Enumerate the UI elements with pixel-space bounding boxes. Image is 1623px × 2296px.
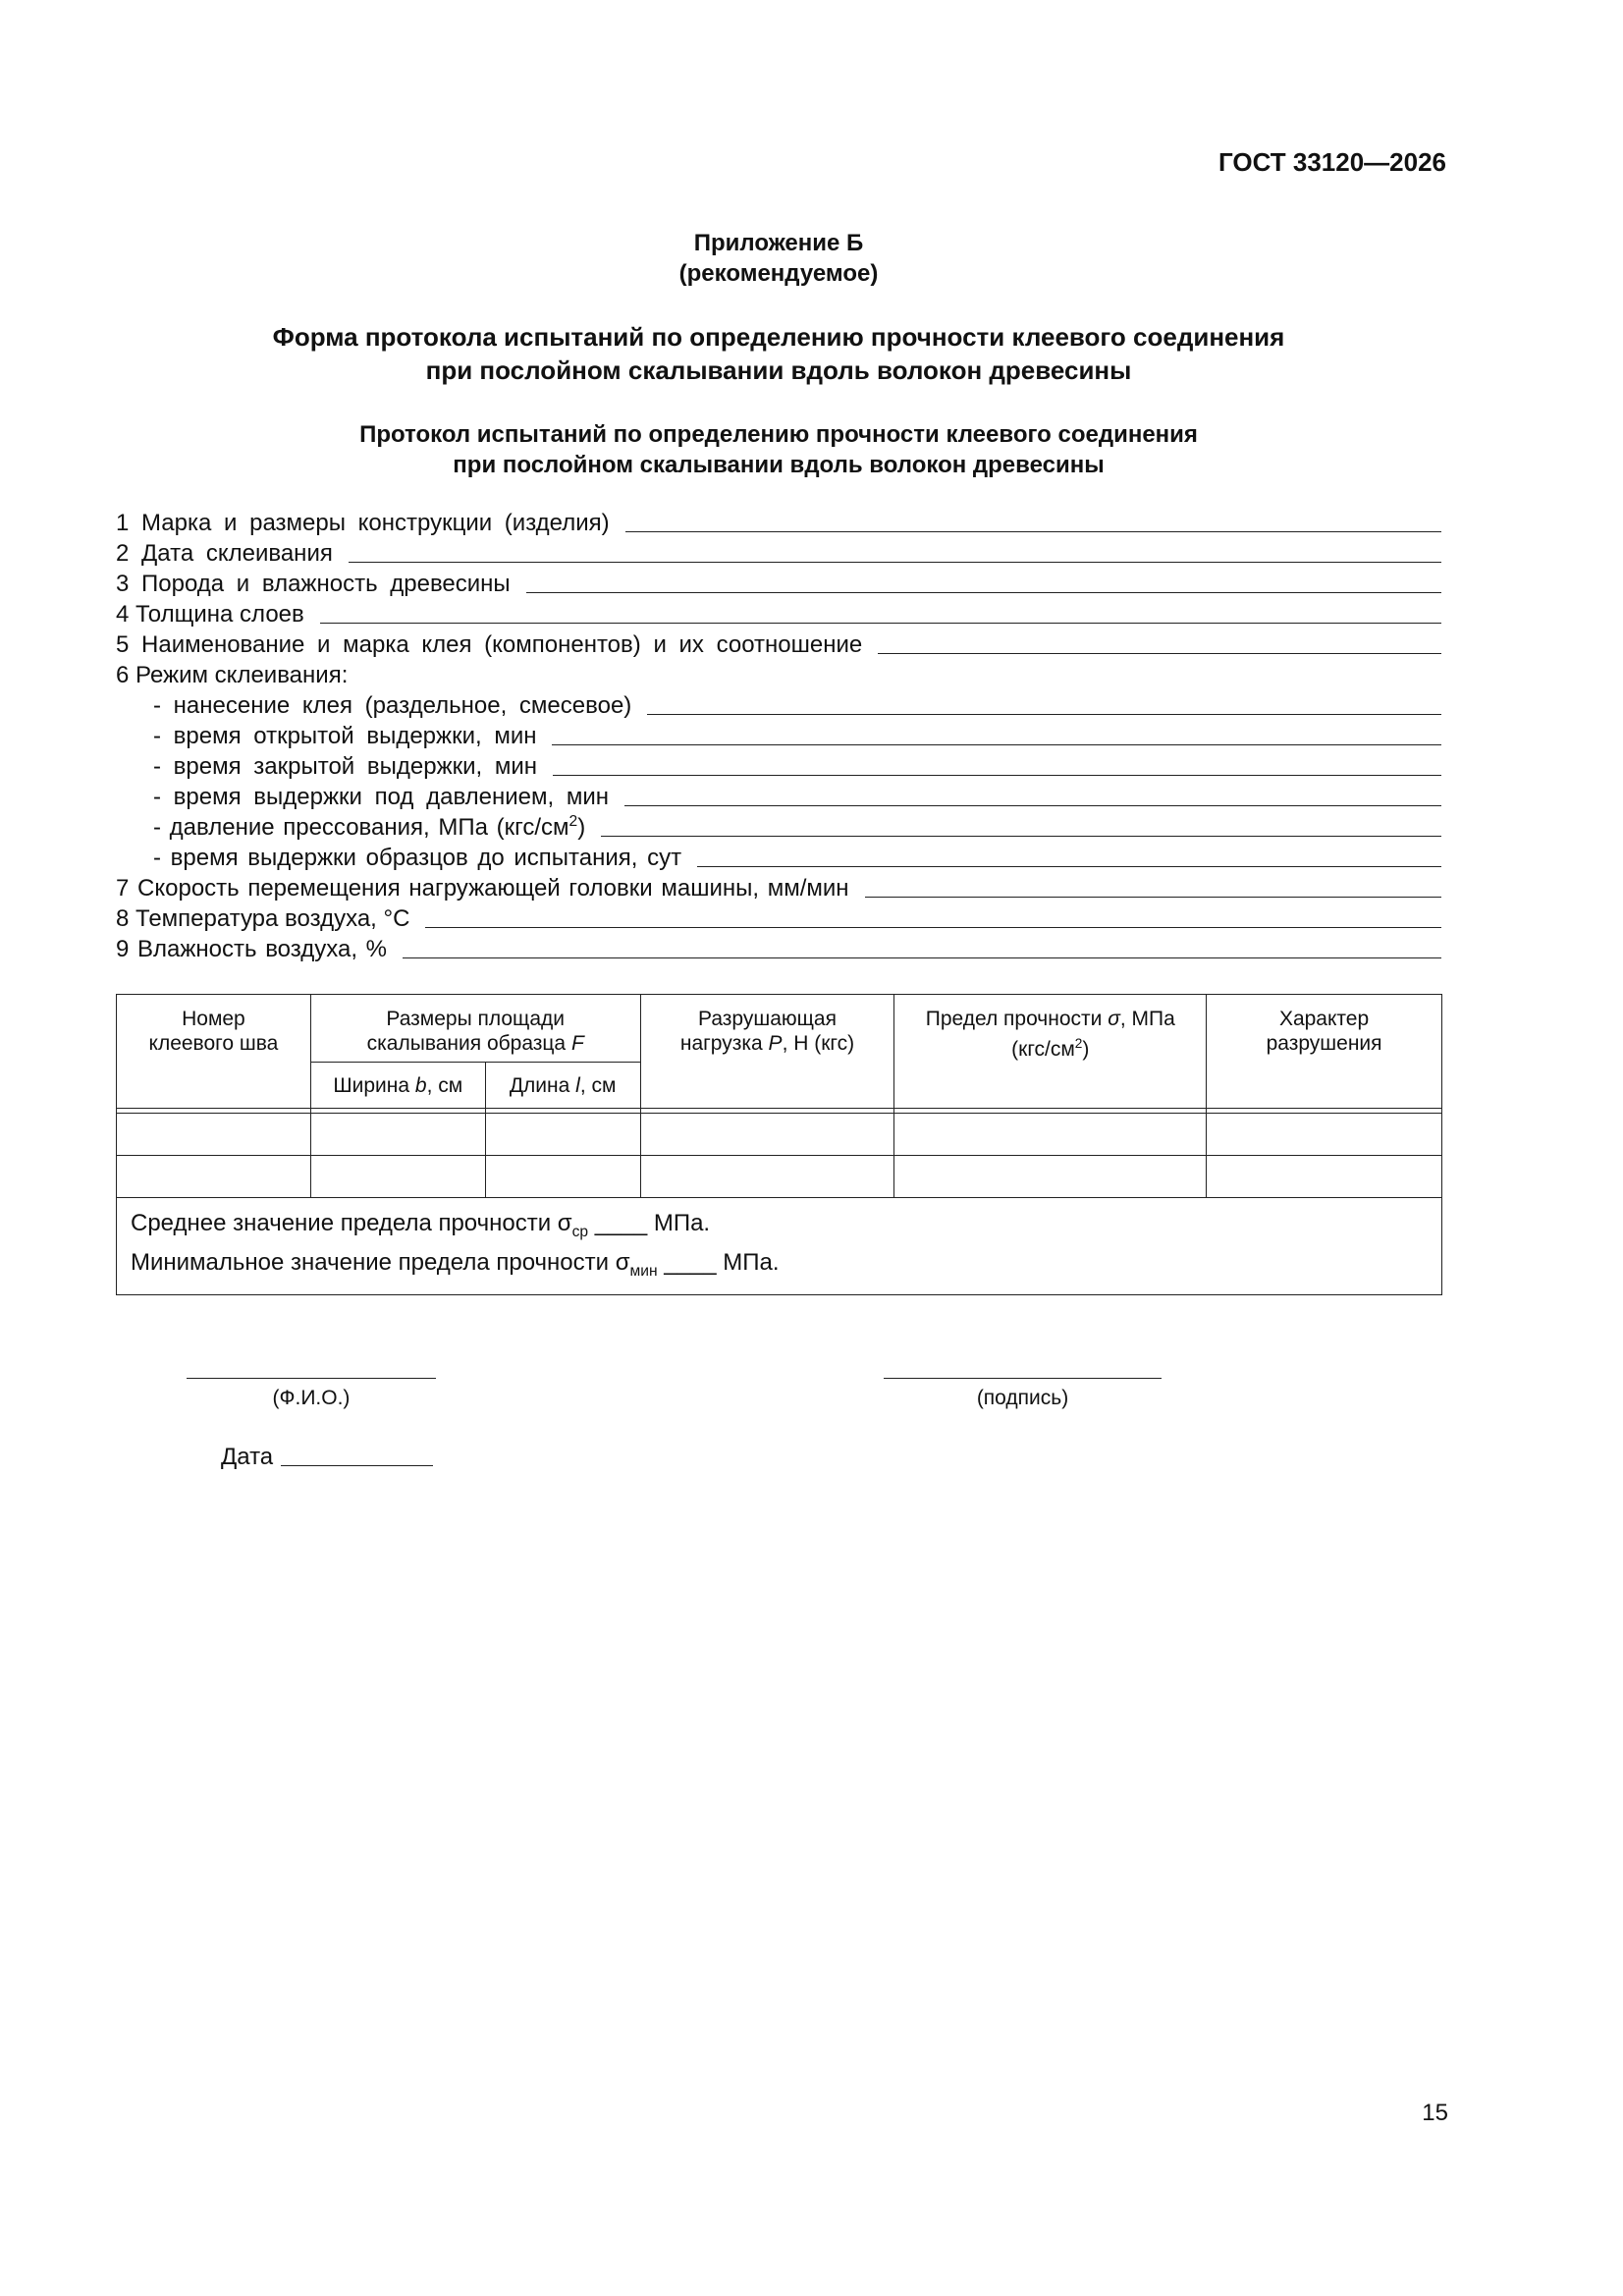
table-cell[interactable]	[1207, 1156, 1442, 1198]
field-5	[116, 629, 1441, 659]
fill-line[interactable]	[349, 562, 1441, 563]
table-row	[117, 1114, 1442, 1156]
field-6e	[116, 811, 1441, 842]
header-text-part: нагрузка	[679, 1032, 769, 1055]
summary-cell	[117, 1198, 1442, 1295]
variable-symbol: P	[768, 1032, 783, 1055]
header-text: Номер	[182, 1008, 245, 1030]
name-caption: (Ф.И.О.)	[272, 1387, 351, 1409]
field-label: - время открытой выдержки, мин	[153, 723, 537, 749]
field-label: 2 Дата склеивания	[116, 540, 333, 567]
field-label	[153, 813, 601, 842]
header-text	[900, 1031, 1200, 1062]
signature-name-block	[187, 1378, 436, 1410]
header-text-part: Длина	[509, 1073, 576, 1097]
date-label: Дата	[221, 1444, 274, 1470]
summary-text: ____ МПа.	[657, 1248, 780, 1276]
protocol-title-line1: Протокол испытаний по определению прочности клеевого соединения	[359, 421, 1198, 448]
table-cell[interactable]	[310, 1114, 485, 1156]
table-cell[interactable]	[640, 1114, 894, 1156]
fill-line[interactable]	[320, 623, 1441, 624]
appendix-heading	[116, 228, 1441, 289]
field-label: 1 Марка и размеры конструкции (изделия)	[116, 510, 610, 536]
variable-symbol: σ	[1108, 1008, 1120, 1030]
variable-symbol: F	[570, 1032, 584, 1055]
form-title	[116, 320, 1441, 387]
appendix-status: (рекомендуемое)	[678, 260, 879, 287]
protocol-fields	[116, 507, 1441, 963]
header-strength-limit	[894, 995, 1207, 1109]
field-label: - время выдержки под давлением, мин	[153, 784, 609, 810]
fill-line[interactable]	[553, 775, 1441, 776]
date-field	[221, 1444, 433, 1471]
form-title-line1: Форма протокола испытаний по определению прочности клеевого соединения	[272, 322, 1285, 352]
field-8	[116, 902, 1441, 933]
variable-symbol: b	[414, 1073, 427, 1097]
table-cell[interactable]	[485, 1114, 640, 1156]
fill-line[interactable]	[526, 592, 1441, 593]
sign-caption: (подпись)	[976, 1387, 1069, 1409]
sign-fill-line[interactable]	[884, 1378, 1162, 1379]
date-fill-line[interactable]	[281, 1465, 433, 1466]
table-header-row	[117, 995, 1442, 1063]
field-6f	[116, 842, 1441, 872]
signature-sign-block	[884, 1378, 1162, 1410]
field-9	[116, 933, 1441, 963]
table-cell[interactable]	[894, 1156, 1207, 1198]
header-text-part: , см	[579, 1073, 617, 1097]
fill-line[interactable]	[878, 653, 1441, 654]
header-failure-type	[1207, 995, 1442, 1109]
table-cell[interactable]	[117, 1156, 311, 1198]
fill-line[interactable]	[647, 714, 1441, 715]
header-text-part: скалывания образца	[366, 1032, 571, 1055]
summary-subscript: мин	[629, 1262, 658, 1280]
header-text: Характер	[1278, 1008, 1370, 1030]
table-cell[interactable]	[640, 1156, 894, 1198]
field-label-text: - давление прессования, МПа (кгс/см	[153, 814, 569, 841]
field-label: 6 Режим склеивания:	[116, 662, 349, 688]
header-text-part: Предел прочности	[925, 1008, 1109, 1030]
summary-subscript: ср	[571, 1223, 589, 1240]
subheader-width	[310, 1063, 485, 1109]
fill-line[interactable]	[697, 866, 1441, 867]
field-3	[116, 568, 1441, 598]
fill-line[interactable]	[624, 805, 1441, 806]
protocol-title	[116, 419, 1441, 480]
table-cell[interactable]	[117, 1114, 311, 1156]
table-cell[interactable]	[894, 1114, 1207, 1156]
field-6	[116, 659, 1441, 689]
field-1	[116, 507, 1441, 537]
page-number: 15	[1422, 2100, 1448, 2126]
field-label: - время выдержки образцов до испытания, сут	[153, 845, 682, 871]
header-text: Размеры площади	[386, 1008, 565, 1030]
header-text: клеевого шва	[148, 1032, 279, 1055]
header-shear-area	[310, 995, 640, 1063]
header-breaking-load	[640, 995, 894, 1109]
header-text-part: , Н (кгс)	[782, 1032, 855, 1055]
table-cell[interactable]	[310, 1156, 485, 1198]
appendix-title: Приложение Б	[693, 230, 864, 256]
header-text: Разрушающая	[698, 1008, 837, 1030]
summary-row	[117, 1198, 1442, 1295]
summary-mean	[131, 1208, 1428, 1247]
fill-line[interactable]	[865, 897, 1441, 898]
summary-min	[131, 1247, 1428, 1286]
table-row	[117, 1156, 1442, 1198]
fill-line[interactable]	[403, 957, 1441, 958]
field-label-close: )	[577, 814, 586, 841]
unit-superscript: 2	[568, 813, 578, 830]
header-text	[317, 1031, 634, 1056]
field-label: 7 Скорость перемещения нагружающей головки машины, мм/мин	[116, 875, 849, 902]
header-text-part: , МПа	[1119, 1008, 1175, 1030]
table-cell[interactable]	[485, 1156, 640, 1198]
field-4	[116, 598, 1441, 629]
field-6c	[116, 750, 1441, 781]
header-text-part: , см	[426, 1073, 463, 1097]
name-fill-line[interactable]	[187, 1378, 436, 1379]
protocol-title-line2: при послойном скалывании вдоль волокон древесины	[453, 452, 1105, 478]
header-text-part: )	[1082, 1038, 1090, 1061]
summary-text: Минимальное значение предела прочности σ	[131, 1248, 630, 1276]
header-text	[647, 1031, 889, 1056]
fill-line[interactable]	[552, 744, 1441, 745]
field-label: 9 Влажность воздуха, %	[116, 936, 387, 962]
field-6b	[116, 720, 1441, 750]
header-text-part: Ширина	[333, 1073, 415, 1097]
header-text: разрушения	[1266, 1032, 1382, 1055]
form-title-line2: при послойном скалывании вдоль волокон древесины	[425, 355, 1132, 385]
field-label: 5 Наименование и марка клея (компонентов) и их соотношение	[116, 631, 863, 658]
field-6d	[116, 781, 1441, 811]
fill-line[interactable]	[425, 927, 1441, 928]
variable-symbol: l	[575, 1073, 580, 1097]
header-seam-number	[117, 995, 311, 1109]
field-label: 3 Порода и влажность древесины	[116, 571, 511, 597]
field-label: - время закрытой выдержки, мин	[153, 753, 538, 780]
fill-line[interactable]	[601, 836, 1441, 837]
header-text	[900, 1007, 1200, 1031]
header-text-part: (кгс/см	[1011, 1038, 1075, 1061]
field-label: 4 Толщина слоев	[116, 601, 304, 628]
field-7	[116, 872, 1441, 902]
field-2	[116, 537, 1441, 568]
standard-code: ГОСТ 33120—2026	[1218, 147, 1446, 177]
table-cell[interactable]	[1207, 1114, 1442, 1156]
summary-text: ____ МПа.	[588, 1210, 711, 1236]
results-table	[116, 994, 1442, 1295]
field-6a	[116, 689, 1441, 720]
unit-superscript: 2	[1074, 1036, 1083, 1051]
field-label: 8 Температура воздуха, °С	[116, 905, 410, 932]
subheader-length	[485, 1063, 640, 1109]
fill-line[interactable]	[625, 531, 1441, 532]
summary-text: Среднее значение предела прочности σ	[131, 1210, 572, 1236]
field-label: - нанесение клея (раздельное, смесевое)	[153, 692, 632, 719]
